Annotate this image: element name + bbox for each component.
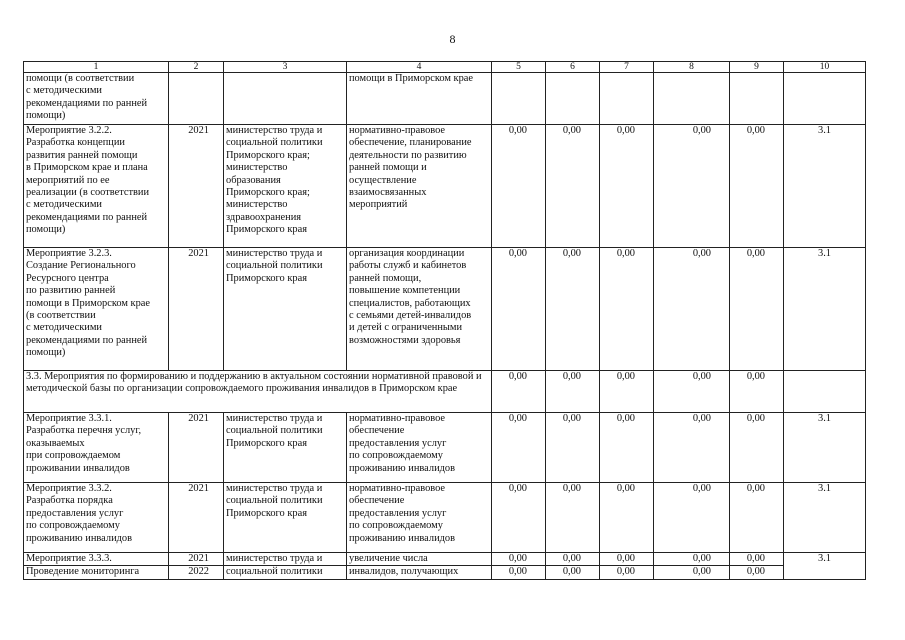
value-cell: 0,00 <box>600 371 654 413</box>
responsible-cell: министерство труда и <box>224 553 347 566</box>
value-cell <box>546 73 600 125</box>
value-cell: 0,00 <box>654 125 730 248</box>
indicator-cell: 3.1 <box>784 553 866 580</box>
activity-cell: Мероприятие 3.3.2. Разработка порядка предоставления услуг по сопровождаемому проживанию инвалидов <box>24 483 169 553</box>
value-cell: 0,00 <box>546 413 600 483</box>
year-cell: 2021 <box>169 553 224 566</box>
table-row <box>24 125 866 248</box>
value-cell: 0,00 <box>730 566 784 579</box>
result-cell: увеличение числа <box>347 553 492 566</box>
result-cell: нормативно-правовое обеспечение, планирование деятельности по развитию ранней помощи и осуществление взаимосвязанных мероприятий <box>347 125 492 248</box>
table-row <box>24 553 866 566</box>
indicator-cell <box>784 371 866 413</box>
table-row <box>24 483 866 553</box>
column-number: 7 <box>600 62 654 73</box>
result-cell: организация координации работы служб и кабинетов ранней помощи, повышение компетенции специалистов, работающих с семьями детей-инвалидов и детей с ограниченными возможностями здоровья <box>347 248 492 371</box>
value-cell: 0,00 <box>730 371 784 413</box>
value-cell: 0,00 <box>546 371 600 413</box>
value-cell: 0,00 <box>546 553 600 566</box>
column-number: 6 <box>546 62 600 73</box>
activity-cell: Мероприятие 3.2.3. Создание Регионального Ресурсного центра по развитию ранней помощи в Приморском крае (в соответствии с методическими рекомендациями по ранней помощи) <box>24 248 169 371</box>
indicator-cell: 3.1 <box>784 125 866 248</box>
value-cell: 0,00 <box>492 371 546 413</box>
value-cell: 0,00 <box>492 248 546 371</box>
value-cell: 0,00 <box>730 413 784 483</box>
year-cell: 2021 <box>169 248 224 371</box>
responsible-cell: министерство труда и социальной политики Приморского края <box>224 483 347 553</box>
year-cell: 2021 <box>169 125 224 248</box>
responsible-cell: министерство труда и социальной политики Приморского края <box>224 248 347 371</box>
value-cell: 0,00 <box>492 125 546 248</box>
section-row <box>24 371 866 413</box>
responsible-cell: министерство труда и социальной политики Приморского края <box>224 413 347 483</box>
page-number: 8 <box>449 32 456 46</box>
column-number: 2 <box>169 62 224 73</box>
value-cell: 0,00 <box>654 553 730 566</box>
result-cell: нормативно-правовое обеспечение предоставления услуг по сопровождаемому проживанию инвалидов <box>347 483 492 553</box>
indicator-cell: 3.1 <box>784 248 866 371</box>
column-number: 5 <box>492 62 546 73</box>
responsible-cell: министерство труда и социальной политики Приморского края; министерство образования Приморского края; министерство здравоохранения Приморского края <box>224 125 347 248</box>
value-cell: 0,00 <box>600 483 654 553</box>
value-cell <box>784 73 866 125</box>
year-cell: 2022 <box>169 566 224 579</box>
program-table <box>23 61 866 580</box>
value-cell <box>600 73 654 125</box>
value-cell: 0,00 <box>600 566 654 579</box>
value-cell: 0,00 <box>654 566 730 579</box>
value-cell <box>654 73 730 125</box>
table-row <box>24 73 866 125</box>
responsible-cell <box>224 73 347 125</box>
value-cell: 0,00 <box>654 483 730 553</box>
table-row <box>24 248 866 371</box>
column-number: 10 <box>784 62 866 73</box>
column-number: 4 <box>347 62 492 73</box>
column-number-row <box>24 62 866 73</box>
value-cell: 0,00 <box>546 566 600 579</box>
value-cell: 0,00 <box>546 483 600 553</box>
value-cell: 0,00 <box>546 125 600 248</box>
activity-cell: Мероприятие 3.3.1. Разработка перечня услуг, оказываемых при сопровождаемом проживании инвалидов <box>24 413 169 483</box>
value-cell: 0,00 <box>654 413 730 483</box>
year-cell <box>169 73 224 125</box>
indicator-cell: 3.1 <box>784 483 866 553</box>
activity-cell: Мероприятие 3.3.3. <box>24 553 169 566</box>
value-cell: 0,00 <box>600 413 654 483</box>
value-cell: 0,00 <box>600 248 654 371</box>
activity-cell: помощи (в соответствии с методическими рекомендациями по ранней помощи) <box>24 73 169 125</box>
column-number: 3 <box>224 62 347 73</box>
result-cell: инвалидов, получающих <box>347 566 492 579</box>
value-cell: 0,00 <box>730 125 784 248</box>
activity-cell: Проведение мониторинга <box>24 566 169 579</box>
value-cell: 0,00 <box>492 483 546 553</box>
result-cell: помощи в Приморском крае <box>347 73 492 125</box>
year-cell: 2021 <box>169 483 224 553</box>
column-number: 1 <box>24 62 169 73</box>
table-row <box>24 566 866 579</box>
value-cell <box>730 73 784 125</box>
value-cell: 0,00 <box>492 413 546 483</box>
section-title: 3.3. Мероприятия по формированию и поддержанию в актуальном состоянии нормативной правовой и методической базы по организации сопровождаемого проживания инвалидов в Приморском крае <box>24 371 492 413</box>
value-cell: 0,00 <box>546 248 600 371</box>
value-cell: 0,00 <box>730 553 784 566</box>
indicator-cell: 3.1 <box>784 413 866 483</box>
table-row <box>24 413 866 483</box>
value-cell: 0,00 <box>730 483 784 553</box>
value-cell: 0,00 <box>654 248 730 371</box>
result-cell: нормативно-правовое обеспечение предоставления услуг по сопровождаемому проживанию инвалидов <box>347 413 492 483</box>
responsible-cell: социальной политики <box>224 566 347 579</box>
column-number: 9 <box>730 62 784 73</box>
column-number: 8 <box>654 62 730 73</box>
value-cell: 0,00 <box>600 125 654 248</box>
value-cell: 0,00 <box>600 553 654 566</box>
activity-cell: Мероприятие 3.2.2. Разработка концепции развития ранней помощи в Приморском крае и плана мероприятий по ее реализации (в соответствии с методическими рекомендациями по ранней помощи) <box>24 125 169 248</box>
value-cell: 0,00 <box>492 566 546 579</box>
value-cell: 0,00 <box>730 248 784 371</box>
value-cell <box>492 73 546 125</box>
year-cell: 2021 <box>169 413 224 483</box>
value-cell: 0,00 <box>492 553 546 566</box>
value-cell: 0,00 <box>654 371 730 413</box>
